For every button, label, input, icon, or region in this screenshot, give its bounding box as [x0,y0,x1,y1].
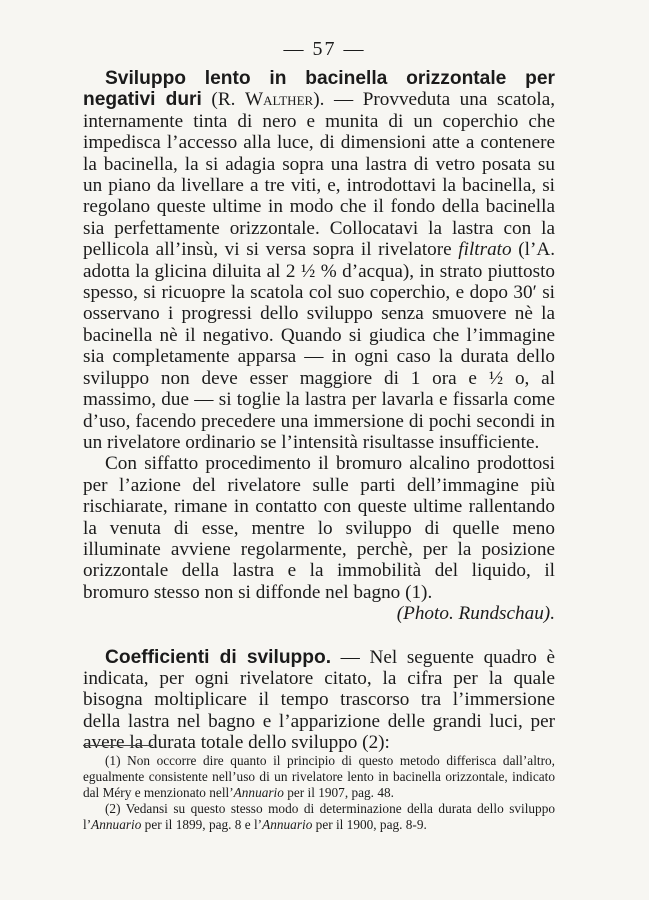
footnote-divider [83,745,153,746]
footnote-2: (2) Vedansi su questo stesso modo di determinazione della durata dello sviluppo l’Annuario per il 1899, pag. 8 e l’Annuario per il 1900, pag. 8-9. [83,801,555,832]
paragraph-bromuro: Con siffatto procedimento il bromuro alcalino prodottosi per l’azione del rivelatore sulle parti dell’immagine più rischiarate, rimane in contatto con queste ultime rallentando la venuta di esse, mentre lo sviluppo di quelle meno illuminate avviene regolarmente, perchè, per la posizione orizzontale della lastra e la immobilità del liquido, il bromuro stesso non si diffonde nel bagno (1). (Photo. Rundschau). [83,453,555,625]
section-heading-sviluppo-lento: Sviluppo lento in bacinella orizzontale per negativi duri [83,68,555,111]
paragraph-coefficienti: Coefficienti di sviluppo. — Nel seguente quadro è indicata, per ogni rivelatore citato, la cifra per la quale bisogna moltiplicare il tempo trascorso tra l’immersione della lastra nel bagno e l’apparizione delle grandi luci, per avere la durata totale dello sviluppo (2): [83,646,555,754]
source-citation: (Photo. Rundschau). [396,603,555,625]
page-number: — 57 — [283,38,366,60]
main-text [83,68,555,754]
footnote-1: (1) Non occorre dire quanto il principio di questo metodo differisca dall’altro, egualmente consistente nell’uso di un rivelatore lento in bacinella orizzontale, indicato dal Méry e menzionato nell’Annuario per il 1907, pag. 48. [83,753,555,800]
footnotes [83,753,555,833]
author-name: Walther [245,89,314,111]
italic-filtrato: filtrato [458,239,512,261]
paragraph-sviluppo-lento: Sviluppo lento in bacinella orizzontale per negativi duri (R. Walther). — Provveduta una scatola, internamente tinta di nero e munita di un coperchio che impedisca l’accesso alla luce, di dimensioni atte a contenere la bacinella, la si adagia sopra una lastra di vetro posata su un piano da livellare a tre viti, e, introdottavi la bacinella, si regolano queste ultime in modo che il fondo della bacinella sia perfettamente orizzontale. Collocatavi la lastra con la pellicola all’insù, vi si versa sopra il rivelatore filtrato (l’A. adotta la glicina diluita al 2 ½ % d’acqua), in strato piuttosto spesso, si ricuopre la scatola col suo coperchio, e dopo 30′ si osservano i progressi dello sviluppo senza smuovere nè la bacinella nè il negativo. Quando si giudica che l’immagine sia completamente apparsa — in ogni caso la durata dello sviluppo non deve esser maggiore di 1 ora e ½ o, al massimo, due — si toglie la lastra per lavarla e fissarla come d’uso, facendo precedere una immersione di pochi secondi in un rivelatore ordinario se l’intensità risultasse insufficiente. [83,68,556,453]
section-heading-coefficienti: Coefficienti di sviluppo. [105,646,332,668]
